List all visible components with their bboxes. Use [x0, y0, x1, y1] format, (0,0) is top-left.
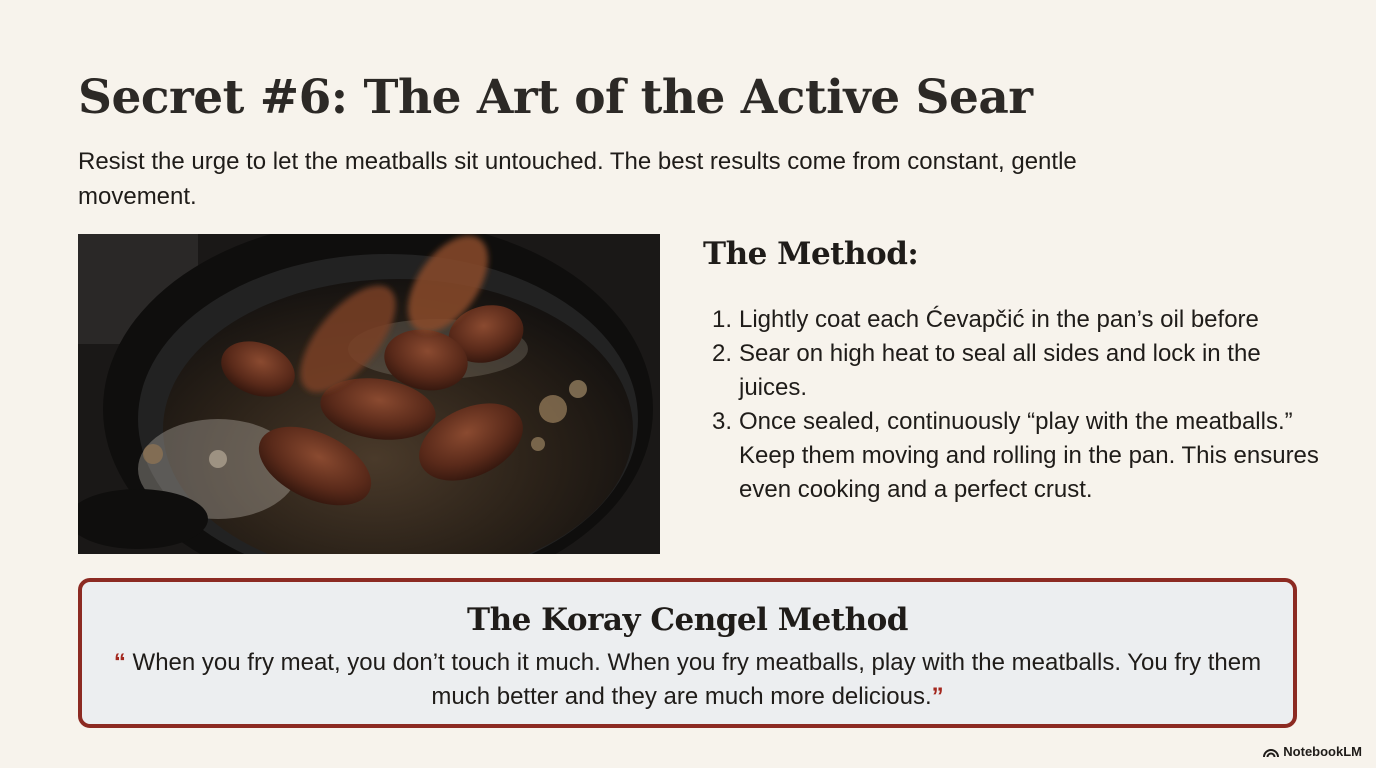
- step-text: Once sealed, continuously “play with the meatballs.” Keep them moving and rolling in the pan. This ensures even cooking and a perfect crust.: [739, 408, 1319, 503]
- method-steps-list: [712, 303, 1332, 507]
- slide-subtitle: Resist the urge to let the meatballs sit untouched. The best results come from constant, gentle movement.: [78, 148, 1077, 210]
- step-number: 3.: [712, 408, 733, 435]
- notebooklm-logo-icon: [1263, 746, 1279, 758]
- cevapcici-pan-image: [78, 234, 660, 554]
- quote-box: [78, 578, 1297, 728]
- brand-label: NotebookLM: [1283, 744, 1362, 759]
- slide-title: Secret #6: The Art of the Active Sear: [78, 70, 1033, 125]
- method-step: [712, 405, 1332, 507]
- step-number: 1.: [712, 306, 733, 333]
- quote-body: When you fry meat, you don’t touch it much. When you fry meatballs, play with the meatballs. You fry them much better and they are much more delicious.: [125, 649, 1262, 710]
- notebooklm-brand: [1263, 744, 1362, 759]
- quote-text: [112, 646, 1263, 714]
- step-number: 2.: [712, 340, 733, 367]
- quote-title: The Koray Cengel Method: [467, 602, 908, 638]
- method-step: [712, 303, 1332, 337]
- method-heading: The Method:: [703, 236, 919, 272]
- method-step: [712, 337, 1332, 405]
- step-text: Sear on high heat to seal all sides and lock in the juices.: [739, 340, 1261, 401]
- open-quote-mark: “: [113, 649, 126, 676]
- close-quote-mark: ”: [931, 683, 944, 710]
- step-text: Lightly coat each Ćevapčić in the pan’s oil before: [739, 306, 1259, 333]
- pan-photo: [78, 234, 660, 554]
